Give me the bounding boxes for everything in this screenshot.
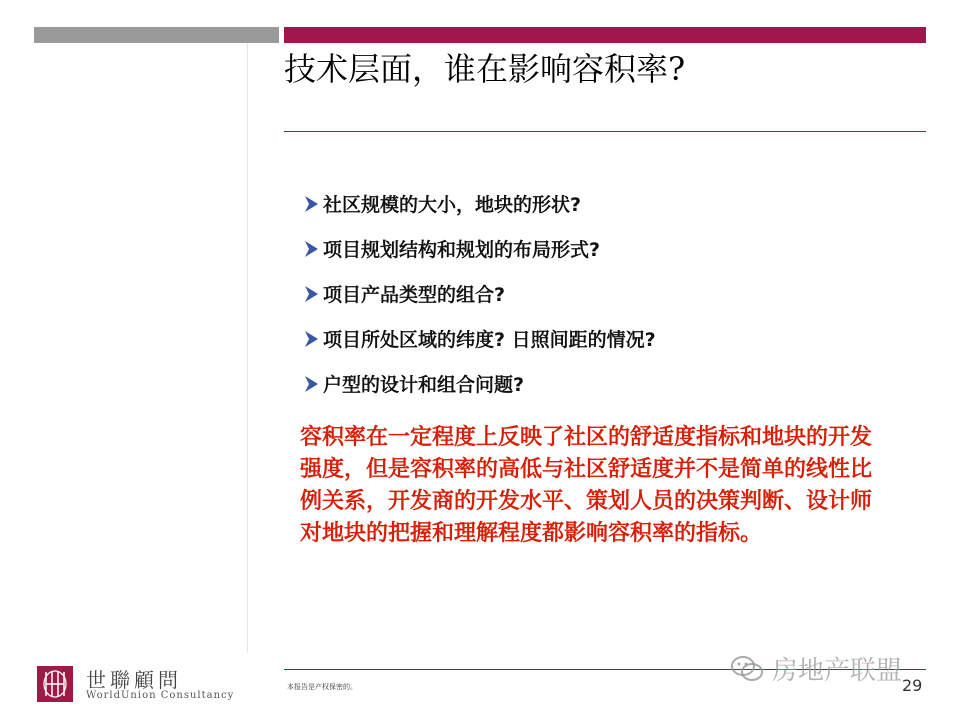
- paragraph-line: 例关系，开发商的开发水平、策划人员的决策判断、设计师: [300, 489, 873, 514]
- bullet-item: [303, 181, 903, 226]
- bullet-text: 项目规划结构和规划的布局形式?: [323, 239, 601, 261]
- paragraph-line: 容积率在一定程度上反映了社区的舒适度指标和地块的开发: [300, 425, 873, 450]
- confidential-note: 本报告是产权保密的。: [287, 683, 357, 691]
- slide-title: 技术层面，谁在影响容积率?: [284, 50, 686, 88]
- wechat-icon: [730, 654, 764, 684]
- logo-chinese-name: 世聯顧問: [86, 668, 182, 692]
- paragraph-line: 强度，但是容积率的高低与社区舒适度并不是简单的线性比: [300, 457, 873, 482]
- header-bar-gray: [34, 27, 279, 43]
- company-logo: [37, 666, 73, 702]
- watermark-text: 房地产联盟: [772, 656, 903, 686]
- watermark: [730, 650, 902, 687]
- paragraph-line: 对地块的把握和理解程度都影响容积率的指标。: [300, 521, 763, 546]
- title-rule: [284, 131, 926, 132]
- bullet-list: [303, 181, 903, 406]
- bullet-item: [303, 316, 903, 361]
- conclusion-paragraph: [300, 422, 928, 550]
- arrow-bullet-icon: [303, 329, 321, 349]
- arrow-bullet-icon: [303, 374, 321, 394]
- bullet-text: 项目产品类型的组合?: [323, 284, 506, 306]
- page-number: 29: [902, 676, 923, 695]
- bullet-item: [303, 361, 903, 406]
- arrow-bullet-icon: [303, 194, 321, 214]
- header-bar-accent: [284, 27, 926, 43]
- bullet-text: 户型的设计和组合问题?: [323, 374, 525, 396]
- logo-mark-icon: [37, 666, 73, 702]
- bullet-text: 社区规模的大小，地块的形状?: [323, 194, 582, 216]
- bullet-item: [303, 226, 903, 271]
- logo-english-name: WorldUnion Consultancy: [86, 690, 235, 701]
- arrow-bullet-icon: [303, 239, 321, 259]
- bullet-item: [303, 271, 903, 316]
- bullet-text: 项目所处区域的纬度? 日照间距的情况?: [323, 329, 656, 351]
- left-divider: [247, 43, 248, 653]
- arrow-bullet-icon: [303, 284, 321, 304]
